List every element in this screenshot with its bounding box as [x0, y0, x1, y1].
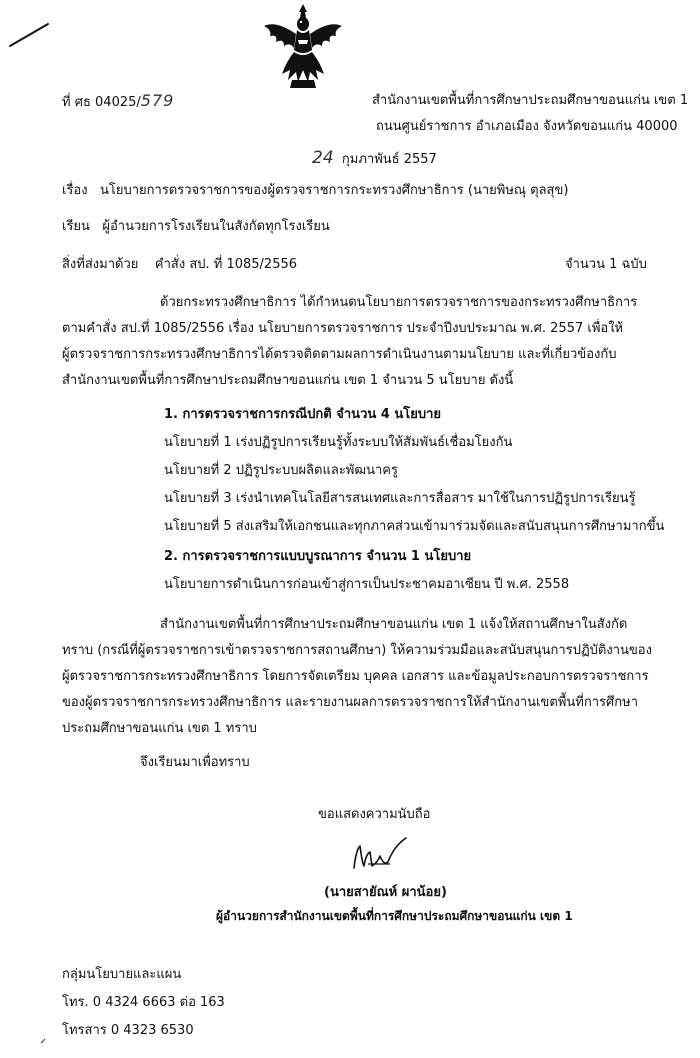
paragraph1-line4: สำนักงานเขตพื้นที่การศึกษาประถมศึกษาขอนแก่น เขต 1 จำนวน 5 นโยบาย ดังนี้	[62, 373, 514, 388]
subject-label: เรื่อง	[62, 183, 88, 198]
closing-line: จึงเรียนมาเพื่อทราบ	[140, 755, 250, 770]
section2-heading: 2. การตรวจราชการแบบบูรณาการ จำนวน 1 นโยบาย	[164, 549, 472, 564]
paragraph2-line2: ทราบ (กรณีที่ผู้ตรวจราชการเข้าตรวจราชการสถานศึกษา) ให้ความร่วมมือและสนับสนุนการปฏิบัติงานของ	[62, 643, 652, 658]
policy-item-1: นโยบายที่ 1 เร่งปฏิรูปการเรียนรู้ทั้งระบบให้สัมพันธ์เชื่อมโยงกัน	[164, 435, 513, 450]
paragraph2-line5: ประถมศึกษาขอนแก่น เขต 1 ทราบ	[62, 721, 257, 736]
recipient-text: ผู้อำนวยการโรงเรียนในสังกัดทุกโรงเรียน	[102, 219, 330, 234]
recipient-line	[62, 218, 330, 235]
paragraph2-line4: ของผู้ตรวจราชการกระทรวงศึกษาธิการ และรายงานผลการตรวจราชการให้สำนักงานเขตพื้นที่การศึกษา	[62, 695, 638, 710]
document-date: 24 กุมภาพันธ์ 2557	[312, 148, 437, 168]
subject-line	[62, 182, 568, 199]
paragraph2-line3: ผู้ตรวจราชการกระทรวงศึกษาธิการ โดยการจัดเตรียม บุคคล เอกสาร และข้อมูลประกอบการตรวจราชการ	[62, 669, 649, 684]
garuda-emblem-icon	[262, 0, 344, 92]
enclosure-text: คำสั่ง สป. ที่ 1085/2556	[154, 257, 298, 272]
subject-text: นโยบายการตรวจราชการของผู้ตรวจราชการกระทรวงศึกษาธิการ (นายพิษณุ ตุลสุข)	[100, 183, 569, 198]
handwritten-reference-number: 579	[140, 91, 175, 110]
enclosure-label: สิ่งที่ส่งมาด้วย	[62, 257, 139, 272]
phone-number: โทร. 0 4324 6663 ต่อ 163	[62, 995, 225, 1010]
policy-item-asean: นโยบายการดำเนินการก่อนเข้าสู่การเป็นประชาคมอาเซียน ปี พ.ศ. 2558	[164, 577, 570, 592]
pen-stroke-mark	[8, 20, 52, 50]
paragraph1-line3: ผู้ตรวจราชการกระทรวงศึกษาธิการได้ตรวจติดตามผลการดำเนินงานตามนโยบาย และที่เกี่ยวข้องกับ	[62, 347, 617, 362]
handwritten-date-day: 24	[312, 148, 334, 168]
office-address-line2: ถนนศูนย์ราชการ อำเภอเมือง จังหวัดขอนแก่น 40000	[376, 119, 678, 134]
policy-item-3: นโยบายที่ 3 เร่งนำเทคโนโลยีสารสนเทศและการสื่อสาร มาใช้ในการปฏิรูปการเรียนรู้	[164, 491, 636, 506]
margin-dot-mark	[40, 1038, 46, 1044]
paragraph1-line2: ตามคำสั่ง สป.ที่ 1085/2556 เรื่อง นโยบายการตรวจราชการ ประจำปีงบประมาณ พ.ศ. 2557 เพื่อให้	[62, 321, 624, 336]
handwritten-signature	[350, 832, 410, 876]
paragraph1-line1: ด้วยกระทรวงศึกษาธิการ ได้กำหนดนโยบายการตรวจราชการของกระทรวงศึกษาธิการ	[160, 295, 638, 310]
signatory-position: ผู้อำนวยการสำนักงานเขตพื้นที่การศึกษาประถมศึกษาขอนแก่น เขต 1	[216, 909, 573, 923]
office-address-line1: สำนักงานเขตพื้นที่การศึกษาประถมศึกษาขอนแก่น เขต 1	[372, 93, 689, 108]
enclosure-line	[62, 256, 297, 273]
regards-line: ขอแสดงความนับถือ	[318, 807, 431, 822]
section1-heading: 1. การตรวจราชการกรณีปกติ จำนวน 4 นโยบาย	[164, 407, 442, 422]
fax-number: โทรสาร 0 4323 6530	[62, 1023, 194, 1038]
paragraph2-line1: สำนักงานเขตพื้นที่การศึกษาประถมศึกษาขอนแก่น เขต 1 แจ้งให้สถานศึกษาในสังกัด	[160, 617, 628, 632]
reference-number: ที่ ศธ 04025/579	[62, 91, 175, 110]
policy-item-5: นโยบายที่ 5 ส่งเสริมให้เอกชนและทุกภาคส่วนเข้ามาร่วมจัดและสนับสนุนการศึกษามากขึ้น	[164, 519, 665, 534]
recipient-label: เรียน	[62, 219, 90, 234]
signatory-name: (นายสายัณห์ ผาน้อย)	[324, 885, 447, 900]
policy-item-2: นโยบายที่ 2 ปฏิรูประบบผลิตและพัฒนาครู	[164, 463, 398, 478]
department-name: กลุ่มนโยบายและแผน	[62, 967, 182, 982]
enclosure-count: จำนวน 1 ฉบับ	[565, 257, 647, 272]
